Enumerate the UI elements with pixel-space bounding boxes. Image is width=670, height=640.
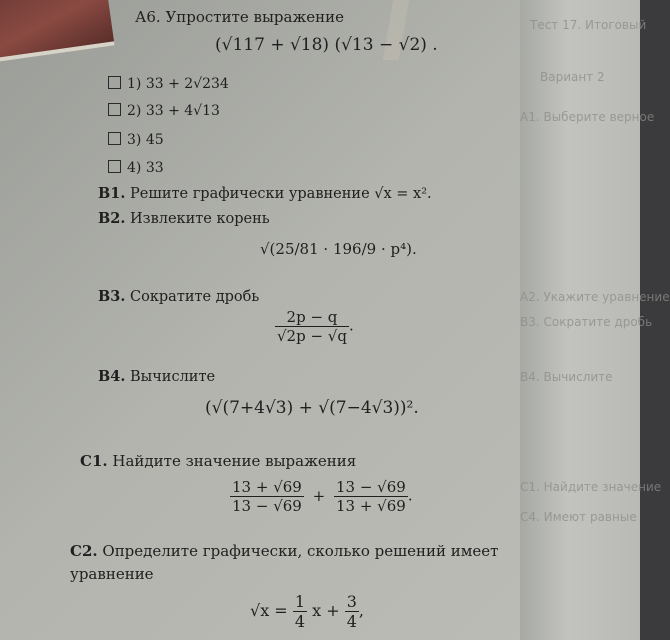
fraction-denominator: 13 − √69: [232, 497, 302, 515]
fraction: [230, 478, 304, 515]
option-text: 1) 33 + 2√234: [127, 76, 229, 92]
task-label: В4.: [98, 368, 126, 385]
task-c2: [70, 542, 498, 560]
task-label: С1.: [80, 452, 108, 470]
fraction: [334, 478, 408, 515]
ghost-text: А1. Выберите верное: [520, 110, 655, 124]
option-text: 2) 33 + 4√13: [127, 103, 220, 119]
operator: +: [312, 486, 326, 505]
option-text: 3) 45: [127, 132, 164, 148]
task-b4-expression: [205, 398, 419, 418]
task-text: Извлеките корень: [130, 211, 270, 227]
punctuation: .: [348, 316, 354, 335]
punctuation: .: [413, 398, 419, 418]
fraction-denominator: √2p − √q: [277, 327, 347, 345]
task-text: Сократите дробь: [130, 289, 260, 305]
task-b2: [98, 210, 270, 227]
option-text: 4) 33: [127, 160, 164, 176]
fraction-denominator: 13 + √69: [335, 497, 406, 515]
fraction-denominator: 4: [294, 612, 305, 631]
task-text: Найдите значение выражения: [112, 452, 357, 470]
ghost-text: А2. Укажите уравнение: [520, 290, 670, 304]
ghost-text: С4. Имеют равные: [520, 510, 637, 524]
task-c2-expression: [250, 592, 364, 631]
fraction-numerator: 2p − q: [275, 308, 349, 327]
task-c1-expression: [230, 478, 413, 515]
fraction-numerator: 13 + √69: [232, 478, 302, 496]
task-text: Решите графически уравнение √x = x².: [130, 186, 432, 202]
option-2[interactable]: [108, 103, 220, 119]
expression: (√(7+4√3) + √(7−4√3))²: [205, 398, 414, 418]
fraction-denominator: 4: [346, 612, 357, 631]
punctuation: .: [407, 486, 413, 505]
task-a6-expression: (√117 + √18) (√13 − √2) .: [215, 35, 438, 55]
task-label: В1.: [98, 185, 126, 202]
task-label: В3.: [98, 288, 126, 305]
fraction: [293, 592, 307, 631]
option-1[interactable]: [108, 76, 229, 92]
task-c1: [80, 452, 356, 470]
task-b4: [98, 368, 215, 385]
checkbox-icon[interactable]: [108, 103, 121, 116]
fraction-numerator: 3: [346, 592, 357, 611]
ghost-text: В4. Вычислите: [520, 370, 613, 384]
task-b1: [98, 185, 432, 202]
checkbox-icon[interactable]: [108, 76, 121, 89]
fraction-numerator: 13 − √69: [335, 478, 406, 496]
ghost-text: В3. Сократите дробь: [520, 315, 653, 329]
textbook-page: [70, 0, 550, 640]
task-text: Вычислите: [130, 369, 216, 385]
checkbox-icon[interactable]: [108, 132, 121, 145]
task-label: В2.: [98, 210, 126, 227]
task-text: Определите графически, сколько решений имеет: [102, 542, 499, 560]
task-b3: [98, 288, 259, 305]
expression-mid: x +: [312, 601, 340, 620]
task-label: С2.: [70, 542, 98, 560]
task-a6-title: А6. Упростите выражение: [135, 8, 345, 26]
fraction-numerator: 1: [294, 592, 305, 611]
punctuation: ,: [358, 601, 364, 620]
task-c2-text2: уравнение: [70, 565, 154, 583]
fraction: [275, 308, 349, 345]
option-3[interactable]: [108, 132, 164, 148]
expression-left: √x =: [250, 601, 288, 620]
task-b3-fraction: [275, 308, 354, 345]
task-b2-expression: √(25/81 · 196/9 · p⁴).: [260, 240, 417, 258]
fraction: [345, 592, 359, 631]
ghost-text: Тест 17. Итоговый: [530, 18, 647, 32]
ghost-text: С1. Найдите значение: [520, 480, 662, 494]
option-4[interactable]: [108, 160, 164, 176]
ghost-text: Вариант 2: [540, 70, 605, 84]
checkbox-icon[interactable]: [108, 160, 121, 173]
